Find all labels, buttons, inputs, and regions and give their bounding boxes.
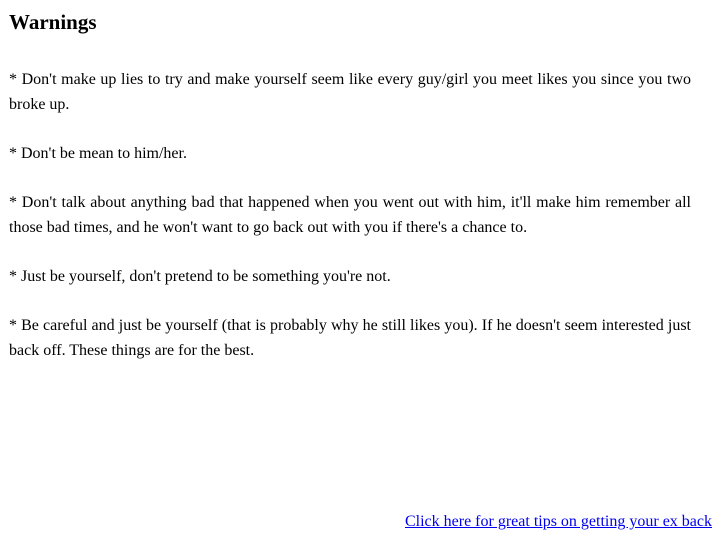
warning-item: * Just be yourself, don't pretend to be something you're not.	[9, 268, 391, 285]
page-title: Warnings	[9, 10, 97, 34]
warning-item: * Be careful and just be yourself (that is probably why he still likes you). If he doesn't seem interested just back off. These things are for the best.	[9, 317, 691, 359]
warning-item: * Don't be mean to him/her.	[9, 145, 187, 162]
warning-item: * Don't talk about anything bad that happened when you went out with him, it'll make him remember all those bad times, and he won't want to go back out with you if there's a chance to.	[9, 194, 691, 236]
warning-item: * Don't make up lies to try and make yourself seem like every guy/girl you meet likes you since you two broke up.	[9, 71, 691, 113]
ex-back-tips-link[interactable]: Click here for great tips on getting your ex back	[404, 513, 712, 530]
warnings-list	[9, 67, 691, 387]
